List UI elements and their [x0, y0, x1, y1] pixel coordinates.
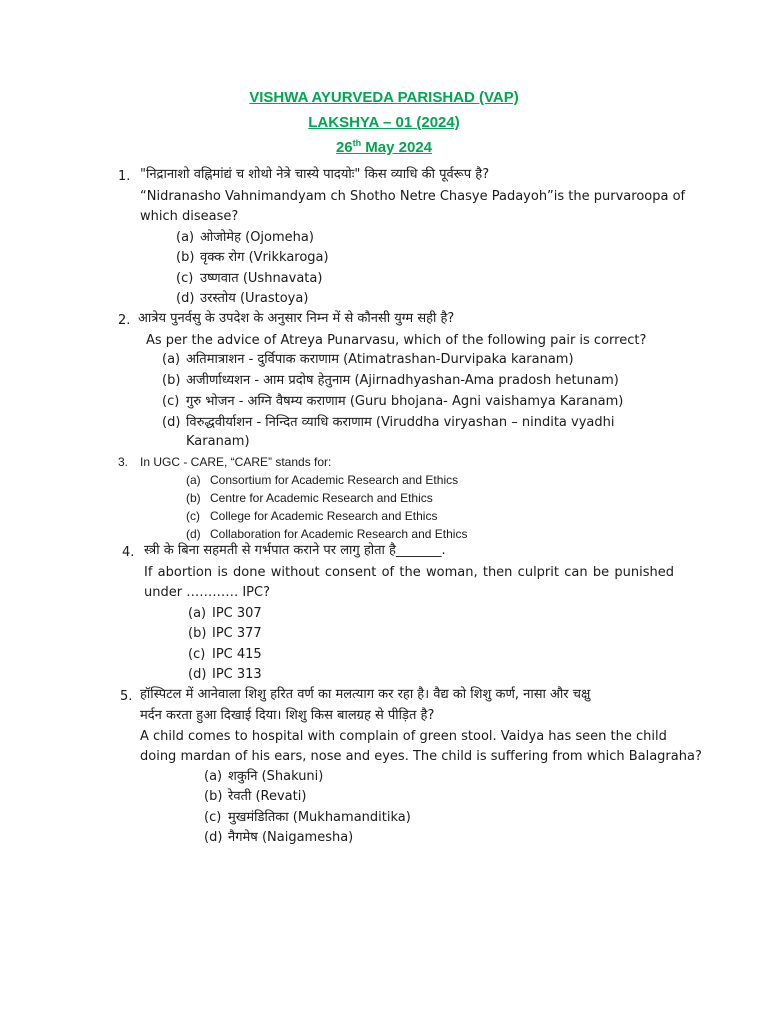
q4-option-b [188, 625, 262, 643]
option-letter: (c) [188, 647, 206, 662]
date-suffix: th [352, 138, 362, 148]
q2-option-b [162, 372, 619, 390]
q5-option-b [204, 788, 306, 806]
option-letter: (c) [204, 810, 222, 825]
option-letter: (a) [188, 606, 207, 621]
q2-option-c [162, 393, 623, 411]
q3-option-d [186, 525, 467, 543]
q3-question: In UGC - CARE, “CARE” stands for: [140, 455, 332, 469]
q1-option-a [176, 229, 314, 247]
q2-english: As per the advice of Atreya Punarvasu, which of the following pair is correct? [146, 333, 647, 348]
q5-english-line-2: doing mardan of his ears, nose and eyes. The child is suffering from which Balagraha? [140, 749, 702, 764]
option-text: अतिमात्राशन - दुर्विपाक कराणाम (Atimatrashan-Durvipaka karanam) [186, 352, 574, 367]
q2-number: 2. [118, 313, 131, 328]
option-letter: (c) [176, 271, 194, 286]
q5-hindi-line-2: मर्दन करता हुआ दिखाई दिया। शिशु किस बालग्रह से पीड़ित है? [140, 708, 435, 723]
option-letter: (d) [162, 415, 181, 430]
date-rest: May 2024 [361, 139, 433, 156]
q2-option-d-continued: Karanam) [186, 434, 250, 449]
q2-option-a [162, 351, 574, 369]
option-text: मुखमंडितिका (Mukhamanditika) [228, 810, 411, 825]
option-text: विरुद्धवीर्याशन - निन्दित व्याधि कराणाम (Viruddha viryashan – nindita vyadhi [186, 415, 615, 430]
option-text: ओजोमेह (Ojomeha) [200, 230, 314, 245]
option-text: रेवती (Revati) [228, 789, 307, 804]
q4-number: 4. [122, 545, 135, 560]
option-text: College for Academic Research and Ethics [210, 509, 438, 523]
q1-option-d [176, 290, 308, 308]
q4-option-a [188, 605, 262, 623]
option-letter: (d) [204, 830, 223, 845]
q4-option-c [188, 646, 262, 664]
q3-option-b [186, 489, 433, 507]
q4-english-line-1: If abortion is done without consent of the woman, then culprit can be punished [144, 565, 674, 580]
paper-subtitle: LAKSHYA – 01 (2024) [308, 114, 460, 131]
q5-option-d [204, 829, 353, 847]
option-letter: (b) [204, 789, 223, 804]
q1-option-c [176, 270, 322, 288]
option-letter: (a) [186, 473, 201, 487]
option-text: IPC 307 [212, 606, 262, 621]
option-letter: (d) [188, 667, 207, 682]
q1-english-line-2: which disease? [140, 209, 239, 224]
q5-number: 5. [120, 689, 133, 704]
option-letter: (c) [162, 394, 180, 409]
q5-option-a [204, 768, 323, 786]
q5-option-c [204, 809, 411, 827]
q5-english-line-1: A child comes to hospital with complain of green stool. Vaidya has seen the child [140, 729, 667, 744]
option-letter: (d) [186, 527, 201, 541]
q4-option-d [188, 666, 262, 684]
option-letter: (a) [162, 352, 181, 367]
option-letter: (c) [186, 509, 200, 523]
q2-option-d [162, 414, 614, 432]
option-letter: (a) [204, 769, 223, 784]
paper-title: VISHWA AYURVEDA PARISHAD (VAP) [249, 89, 519, 106]
date-day: 26 [335, 139, 353, 156]
q1-english-line-1: “Nidranasho Vahnimandyam ch Shotho Netre Chasye Padayoh”is the purvaroopa of [140, 189, 686, 204]
q5-hindi-line-1: हॉस्पिटल में आनेवाला शिशु हरित वर्ण का मलत्याग कर रहा है। वैद्य को शिशु कर्ण, नासा और चक्षु [140, 687, 591, 702]
option-text: गुरु भोजन - अग्नि वैषम्य कराणाम (Guru bhojana- Agni vaishamya Karanam) [186, 394, 624, 409]
option-letter: (b) [188, 626, 207, 641]
option-letter: (a) [176, 230, 195, 245]
q2-hindi: आत्रेय पुनर्वसु के उपदेश के अनुसार निम्न में से कौनसी युग्म सही है? [138, 311, 455, 326]
option-text: नैगमेष (Naigamesha) [228, 830, 354, 845]
q4-english-line-2: under ………… IPC? [144, 585, 270, 600]
option-text: वृक्क रोग (Vrikkaroga) [200, 250, 329, 265]
option-text: IPC 415 [212, 647, 262, 662]
option-letter: (b) [176, 250, 195, 265]
q1-number: 1. [118, 169, 131, 184]
q4-hindi: स्त्री के बिना सहमती से गर्भपात कराने पर लागु होता है_______. [144, 543, 446, 558]
option-letter: (d) [176, 291, 195, 306]
q1-hindi: "निद्रानाशो वह्निमांद्यं च शोथो नेत्रे चास्ये पादयोः" किस व्याधि की पूर्वरूप है? [140, 167, 490, 182]
option-text: शकुनि (Shakuni) [228, 769, 324, 784]
q3-option-c [186, 507, 437, 525]
option-text: Consortium for Academic Research and Ethics [210, 473, 459, 487]
q3-option-a [186, 471, 458, 489]
option-letter: (b) [186, 491, 201, 505]
option-letter: (b) [162, 373, 181, 388]
option-text: उष्णवात (Ushnavata) [200, 271, 323, 286]
q1-option-b [176, 249, 329, 267]
option-text: अजीर्णाध्यशन - आम प्रदोष हेतुनाम (Ajirnadhyashan-Ama pradosh hetunam) [186, 373, 619, 388]
option-text: उरस्तोय (Urastoya) [200, 291, 309, 306]
q3-number: 3. [118, 455, 129, 469]
paper-date [0, 138, 768, 156]
option-text: Collaboration for Academic Research and Ethics [210, 527, 468, 541]
option-text: Centre for Academic Research and Ethics [210, 491, 433, 505]
option-text: IPC 313 [212, 667, 262, 682]
option-text: IPC 377 [212, 626, 262, 641]
